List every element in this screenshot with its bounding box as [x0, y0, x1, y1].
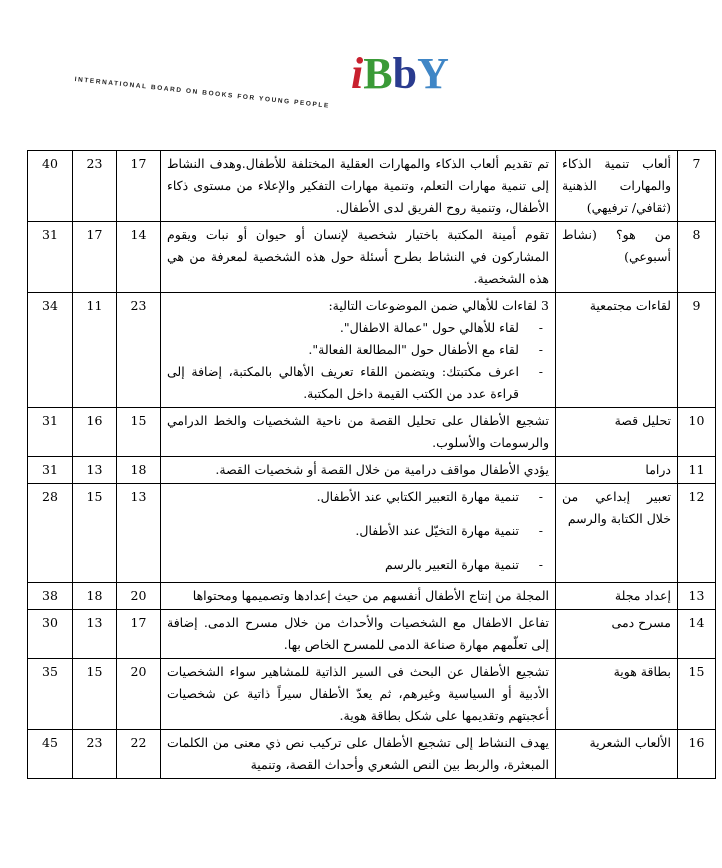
row-number: 7 [678, 151, 716, 222]
logo-letter-B: B [363, 49, 393, 98]
count-2: 15 [73, 659, 117, 730]
list-item: - لقاء للأهالي حول "عمالة الاطفال". [167, 317, 519, 339]
activity-description [161, 484, 556, 583]
count-total: 30 [28, 610, 73, 659]
activity-name: لقاءات مجتمعية [556, 293, 678, 408]
description-intro: 3 لقاءات للأهالي ضمن الموضوعات التالية: [328, 298, 549, 313]
table-row [28, 730, 716, 779]
logo-tagline: INTERNATIONAL BOARD ON BOOKS FOR YOUNG PEOPLE [74, 76, 331, 110]
activities-table [27, 150, 716, 779]
activity-description: تفاعل الاطفال مع الشخصيات والأحداث من خلال مسرح الدمى. إضافة إلى تعلّمهم مهارة صناعة الدمى للمسرح الخاص بها. [161, 610, 556, 659]
table-row [28, 408, 716, 457]
row-number: 15 [678, 659, 716, 730]
count-2: 13 [73, 457, 117, 484]
activity-name: إعداد مجلة [556, 583, 678, 610]
count-1: 18 [117, 457, 161, 484]
count-total: 35 [28, 659, 73, 730]
table-row [28, 610, 716, 659]
description-list [167, 317, 549, 405]
count-total: 34 [28, 293, 73, 408]
logo-letter-b: b [392, 49, 418, 98]
count-1: 15 [117, 408, 161, 457]
logo-brand [351, 49, 449, 98]
count-total: 31 [28, 408, 73, 457]
count-1: 23 [117, 293, 161, 408]
table-row [28, 151, 716, 222]
logo-letter-Y: Y [417, 49, 449, 98]
count-total: 45 [28, 730, 73, 779]
activity-name: من هو؟ (نشاط أسبوعي) [556, 222, 678, 293]
table-row [28, 583, 716, 610]
list-item: - تنمية مهارة التخيّل عند الأطفال. [167, 520, 519, 542]
activity-name: تعبير إبداعي من خلال الكتابة والرسم [556, 484, 678, 583]
activity-description: تم تقديم ألعاب الذكاء والمهارات العقلية المختلفة للأطفال.وهدف النشاط إلى تنمية مهارات التعلم، وتنمية مهارات التفكير والإعلاء من مستوى ذكاء الأطفال، وتنمية روح الفريق لدى الأطفال. [161, 151, 556, 222]
count-1: 20 [117, 659, 161, 730]
count-2: 15 [73, 484, 117, 583]
count-1: 20 [117, 583, 161, 610]
row-number: 9 [678, 293, 716, 408]
table-row [28, 293, 716, 408]
activity-name: دراما [556, 457, 678, 484]
table-row [28, 222, 716, 293]
list-item: - لقاء مع الأطفال حول "المطالعة الفعالة". [167, 339, 519, 361]
count-2: 23 [73, 730, 117, 779]
count-2: 16 [73, 408, 117, 457]
activity-name: ألعاب تنمية الذكاء والمهارات الذهنية (ثقافي/ ترفيهي) [556, 151, 678, 222]
activity-name: تحليل قصة [556, 408, 678, 457]
count-1: 13 [117, 484, 161, 583]
row-number: 11 [678, 457, 716, 484]
count-1: 17 [117, 151, 161, 222]
count-2: 13 [73, 610, 117, 659]
ibby-logo [74, 49, 455, 112]
activity-name: الألعاب الشعرية [556, 730, 678, 779]
count-total: 40 [28, 151, 73, 222]
count-1: 14 [117, 222, 161, 293]
activity-description: المجلة من إنتاج الأطفال أنفسهم من حيث إعدادها وتصميمها ومحتواها [161, 583, 556, 610]
count-2: 18 [73, 583, 117, 610]
table-row [28, 484, 716, 583]
count-total: 31 [28, 457, 73, 484]
table-row [28, 457, 716, 484]
list-item: - تنمية مهارة التعبير الكتابي عند الأطفال. [167, 486, 519, 508]
activity-description: يهدف النشاط إلى تشجيع الأطفال على تركيب نص ذي معنى من الكلمات المبعثرة، والربط بين النص الشعري وأحداث القصة، وتنمية [161, 730, 556, 779]
activity-name: بطاقة هوية [556, 659, 678, 730]
row-number: 12 [678, 484, 716, 583]
count-2: 11 [73, 293, 117, 408]
count-1: 22 [117, 730, 161, 779]
activity-description [161, 293, 556, 408]
count-2: 23 [73, 151, 117, 222]
count-1: 17 [117, 610, 161, 659]
count-total: 28 [28, 484, 73, 583]
row-number: 8 [678, 222, 716, 293]
row-number: 13 [678, 583, 716, 610]
row-number: 16 [678, 730, 716, 779]
logo-letter-i: i [351, 49, 364, 98]
count-total: 38 [28, 583, 73, 610]
count-total: 31 [28, 222, 73, 293]
list-item: - تنمية مهارة التعبير بالرسم [167, 554, 519, 576]
list-item: - اعرف مكتبتك: ويتضمن اللقاء تعريف الأهالي بالمكتبة، إضافة إلى قراءة عدد من الكتب القيمة داخل المكتبة. [167, 361, 519, 405]
row-number: 14 [678, 610, 716, 659]
activity-description: تقوم أمينة المكتبة باختيار شخصية لإنسان أو حيوان أو نبات ويقوم المشاركون في النشاط بطرح أسئلة حول هذه الشخصية لمعرفة من هي هذه الشخصية. [161, 222, 556, 293]
activity-description: تشجيع الأطفال عن البحث فى السير الذاتية للمشاهير سواء الشخصيات الأدبية أو السياسية وغيرهم، ثم يعدّ الأطفال سيراً ذاتية عن شخصيات أعجبتهم وتقديمها على شكل بطاقة هوية. [161, 659, 556, 730]
table-row [28, 659, 716, 730]
activity-description: يؤدي الأطفال مواقف درامية من خلال القصة أو شخصيات القصة. [161, 457, 556, 484]
row-number: 10 [678, 408, 716, 457]
count-2: 17 [73, 222, 117, 293]
activity-description: تشجيع الأطفال على تحليل القصة من ناحية الشخصيات والخط الدرامي والرسومات والأسلوب. [161, 408, 556, 457]
description-list [167, 486, 549, 576]
activity-name: مسرح دمى [556, 610, 678, 659]
